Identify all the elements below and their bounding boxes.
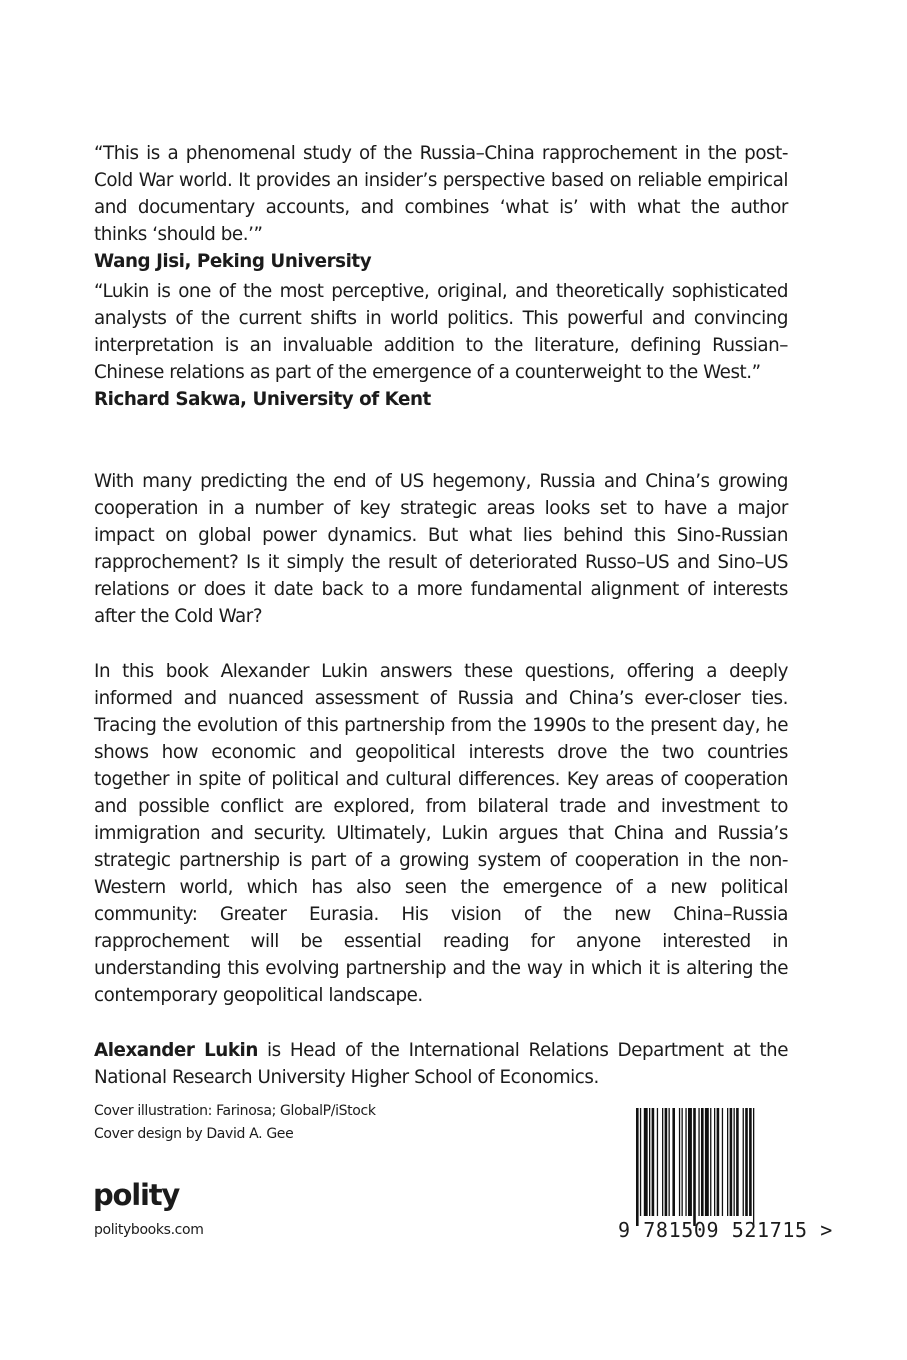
cover-credits xyxy=(94,1100,376,1146)
endorsement-2 xyxy=(94,278,788,413)
endorsement-1-quote: “This is a phenomenal study of the Russia–China rapprochement in the post-Cold War world. It provides an insider’s perspective based on reliable empirical and documentary accounts, and combines ‘what is’ with what the author thinks ‘should be.’” xyxy=(94,143,788,245)
blurb-paragraph-2: In this book Alexander Lukin answers these questions, offering a deeply informed and nuanced assessment of Russia and China’s ever-closer ties. Tracing the evolution of this partnership from the 1990s to the present day, he shows how economic and geopolitical interests drove the two countries together in spite of political and cultural differences. Key areas of cooperation and possible conflict are explored, from bilateral trade and investment to immigration and security. Ultimately, Lukin argues that China and Russia’s strategic partnership is part of a growing system of cooperation in the non-Western world, which has also seen the emergence of a new political community: Greater Eurasia. His vision of the new China–Russia rapprochement will be essential reading for anyone interested in understanding this evolving partnership and the way in which it is altering the contemporary geopolitical landscape. xyxy=(94,661,788,1006)
endorsement-2-quote: “Lukin is one of the most perceptive, original, and theoretically sophisticated analysts of the current shifts in world politics. This powerful and convincing interpretation is an invaluable addition to the literature, defining Russian–Chinese relations as part of the emergence of a counterweight to the West.” xyxy=(94,281,788,383)
illustration-credit: Cover illustration: Farinosa; GlobalP/iStock xyxy=(94,1103,376,1119)
publisher-logo: polity xyxy=(93,1178,180,1212)
author-bio xyxy=(94,1037,788,1091)
blurb xyxy=(94,468,788,1091)
publisher-website: politybooks.com xyxy=(94,1222,204,1238)
design-credit: Cover design by David A. Gee xyxy=(94,1126,294,1142)
endorsement-2-attribution: Richard Sakwa, University of Kent xyxy=(94,389,431,410)
author-name: Alexander Lukin xyxy=(94,1040,258,1061)
endorsement-1 xyxy=(94,140,788,275)
isbn-number: 9 781509 521715 > xyxy=(618,1218,833,1242)
endorsement-1-attribution: Wang Jisi, Peking University xyxy=(94,251,372,272)
blurb-paragraph-1: With many predicting the end of US hegemony, Russia and China’s growing cooperation in a number of key strategic areas looks set to have a major impact on global power dynamics. But what lies behind this Sino-Russian rapprochement? Is it simply the result of deteriorated Russo–US and Sino–US relations or does it date back to a more fundamental alignment of interests after the Cold War? xyxy=(94,471,788,627)
author-bio-text: is Head of the International Relations Department at the National Research University Higher School of Economics. xyxy=(94,1040,788,1088)
